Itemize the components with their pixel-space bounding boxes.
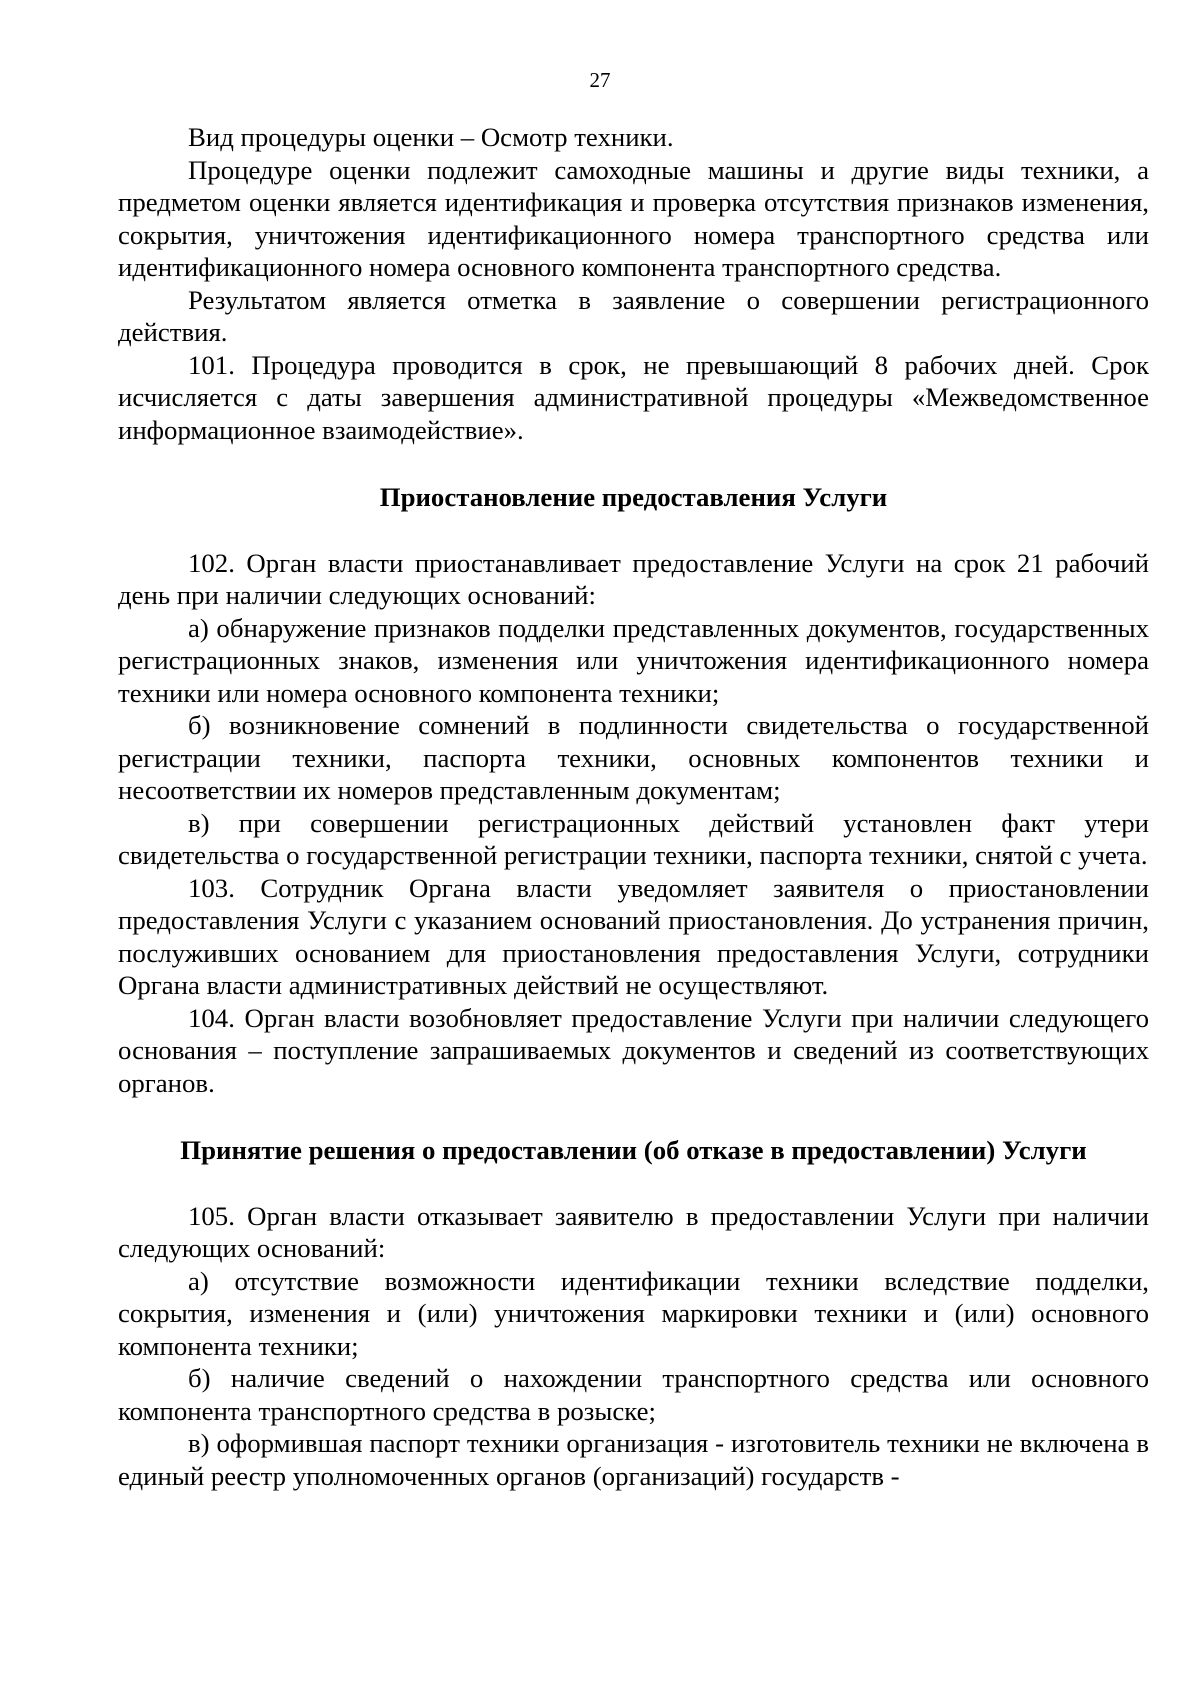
section-heading-decision: Принятие решения о предоставлении (об отказе в предоставлении) Услуги <box>180 1135 1087 1165</box>
item-103-paragraph: 103. Сотрудник Органа власти уведомляет заявителя о приостановлении предоставления Услуги с указанием оснований приостановления. До устранения причин, послуживших основанием для приостановления предоставления Услуги, сотрудники Органа власти административных действий не осуществляют. <box>118 872 1149 1000</box>
item-102-c-paragraph: в) при совершении регистрационных действий установлен факт утери свидетельства о государственной регистрации техники, паспорта техники, снятой с учета. <box>118 807 1149 870</box>
page-number: 27 <box>589 68 611 92</box>
item-102-a-paragraph: а) обнаружение признаков подделки представленных документов, государственных регистрационных знаков, изменения или уничтожения идентификационного номера техники или номера основного компонента техники; <box>118 612 1149 708</box>
item-102-paragraph: 102. Орган власти приостанавливает предоставление Услуги на срок 21 рабочий день при наличии следующих оснований: <box>118 547 1149 610</box>
document-body <box>118 121 1149 1492</box>
item-105-paragraph: 105. Орган власти отказывает заявителю в предоставлении Услуги при наличии следующих оснований: <box>118 1200 1149 1263</box>
item-102-b-paragraph: б) возникновение сомнений в подлинности свидетельства о государственной регистрации техники, паспорта техники, основных компонентов техники и несоответствии их номеров представленным документам; <box>118 710 1149 805</box>
item-101-paragraph: 101. Процедура проводится в срок, не превышающий 8 рабочих дней. Срок исчисляется с даты завершения административной процедуры «Межведомственное информационное взаимодействие». <box>118 349 1149 445</box>
section-heading-suspension: Приостановление предоставления Услуги <box>379 482 888 512</box>
assessment-subject-paragraph: Процедуре оценки подлежит самоходные машины и другие виды техники, а предметом оценки является идентификация и проверка отсутствия признаков изменения, сокрытия, уничтожения идентификационного номера транспортного средства или идентификационного номера основного компонента транспортного средства. <box>118 154 1149 282</box>
item-104-paragraph: 104. Орган власти возобновляет предоставление Услуги при наличии следующего основания – поступление запрашиваемых документов и сведений из соответствующих органов. <box>118 1002 1149 1098</box>
item-105-c-paragraph: в) оформившая паспорт техники организация - изготовитель техники не включена в единый реестр уполномоченных органов (организаций) государств - <box>118 1428 1149 1491</box>
item-105-b-paragraph: б) наличие сведений о нахождении транспортного средства или основного компонента транспортного средства в розыске; <box>118 1363 1149 1426</box>
result-paragraph: Результатом является отметка в заявление о совершении регистрационного действия. <box>118 284 1149 347</box>
procedure-type-paragraph: Вид процедуры оценки – Осмотр техники. <box>188 122 674 152</box>
item-105-a-paragraph: а) отсутствие возможности идентификации техники вследствие подделки, сокрытия, изменения и (или) уничтожения маркировки техники и (или) основного компонента техники; <box>118 1265 1149 1361</box>
